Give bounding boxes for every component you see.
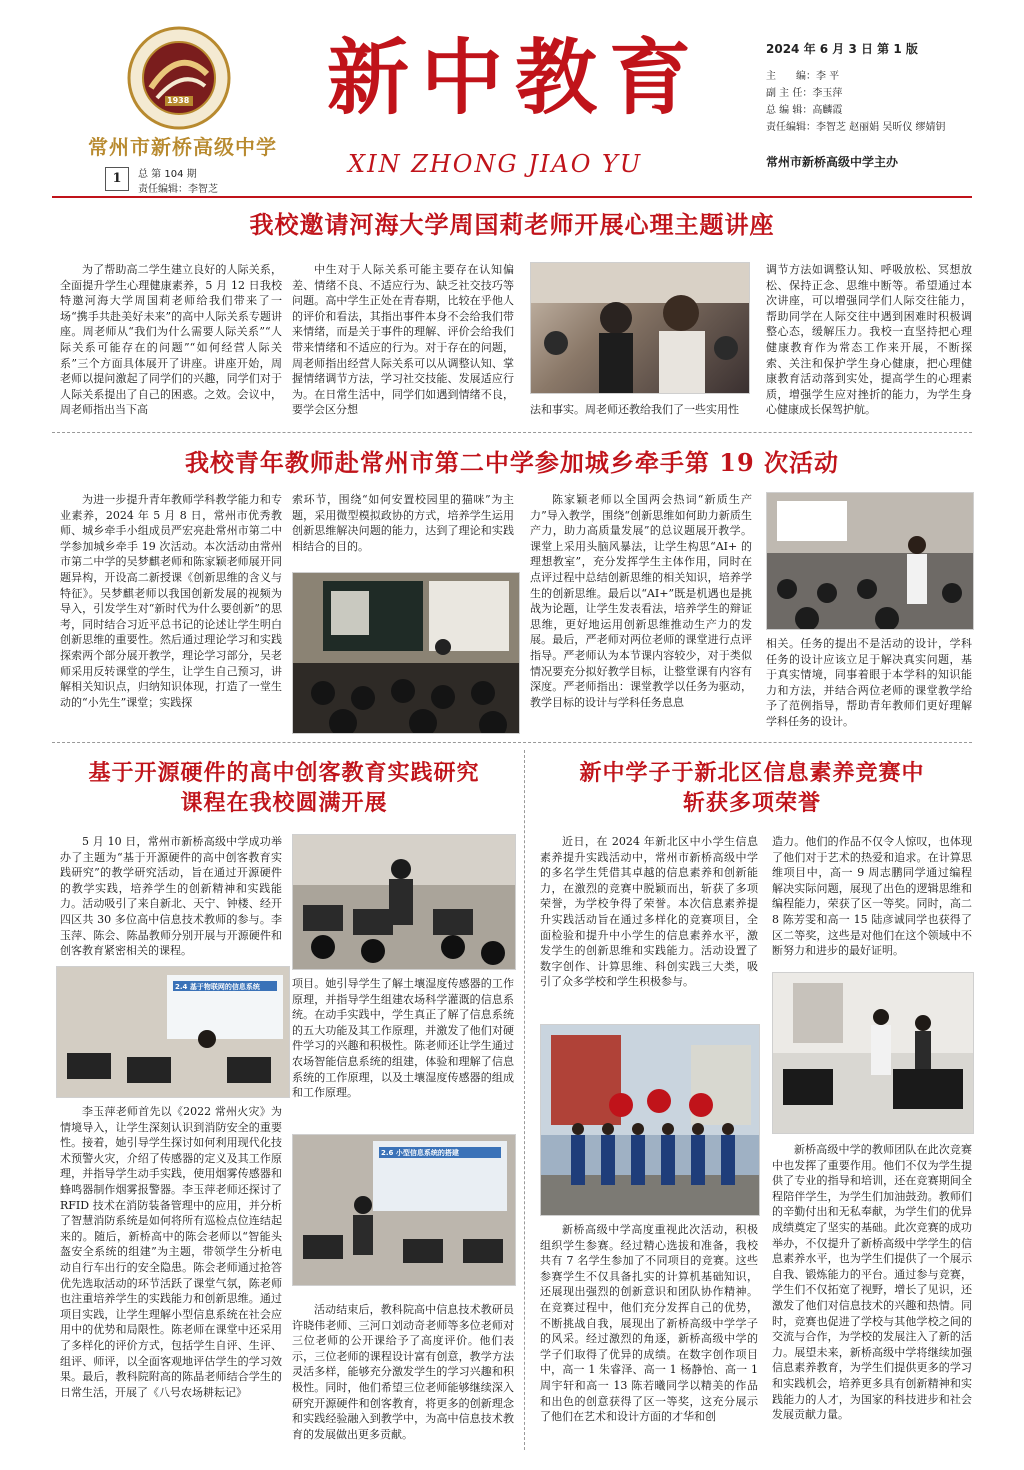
staff-row: 主 编：李 平 <box>766 71 840 82</box>
masthead-rule <box>52 196 972 198</box>
article1-col2: 中生对于人际关系可能主要存在认知偏差、情绪不良、不适应行为、缺乏社交技巧等问题。高中学生正处在青春期，比较在乎他人的评价和看法，其指出事件本身不会给我们带来情绪，而是关于事件的理解、评价会给我们带来情绪和不适应的行为。对于存在的问题，周老师指出经营人际关系可以从调整认知、掌握情绪调节方法，学习社交技能、发展适应行为。在日常生活中，同学们如遇到情绪不良，要学会区分想 <box>292 263 514 417</box>
column-divider <box>524 750 525 1450</box>
article3-col2-mid: 项目。她引导学生了解土壤湿度传感器的工作原理，并指导学生组建农场科学灌溉的信息系统。在动手实践中，学生真正了解了信息系统的五大功能及其工作原理，并激发了他们对硬件学习的兴趣和积极性。陈老师还让学生通过农场智能信息系统的组建，体验和理解了信息系统的工作原理，以及土壤湿度传感器的组成和工作原理。 <box>292 977 514 1100</box>
article3-col1-top: 5 月 10 日，常州市新桥高级中学成功举办了主题为“基于开源硬件的高中创客教育实践研究”的教学研究活动，旨在通过开源硬件的教学实践，培养学生的创新精神和实践能力。活动吸引了来自新北、天宁、钟楼、经开四区共 30 多位高中信息技术教师的参与。李玉萍、陈会、陈晶教师分别开展与开源硬件和创客教育紧密相关的课程。 <box>60 835 282 958</box>
classroom-photo <box>292 572 520 734</box>
newspaper-title: 新中教育 <box>326 30 703 126</box>
teacher-speaking-photo-icon <box>767 493 973 629</box>
article1-col3-tail: 法和事实。周老师还教给我们了一些实用性 <box>530 403 739 416</box>
lab-photo-2 <box>56 966 290 1098</box>
page-number: 1 <box>112 171 122 186</box>
lecture-photo <box>530 262 750 394</box>
school-logo <box>127 26 231 130</box>
lab-photo-1-icon <box>293 835 515 969</box>
teacher-speaking-photo <box>766 492 974 630</box>
article1-col1: 为了帮助高二学生建立良好的人际关系，全面提升学生心理健康素养，5 月 12 日我校特邀河海大学周国莉老师给我们带来了一场“携手共赴美好未来”的高中人际关系专题讲座。周老师从“我们为什么需要人际关系”“人际关系可能存在的问题”“如何经营人际关系”三个方面具体展开了讲座。讲座开始，周老师以提问激起了同学们的兴趣，同学们对于人际关系提出了自己的困惑。之效。会议中，周老师指出当下高 <box>60 263 282 417</box>
computer-lab-photo-icon <box>773 973 973 1133</box>
article3-col1-bottom: 李玉萍老师首先以《2022 常州火灾》为情境导入，让学生深刻认识到消防安全的重要性。接着，她引导学生探讨如何利用现代化技术预警火灾，介绍了传感器的定义及其工作原理，并指导学生动手实践，使用烟雾传感器和蜂鸣器制作烟雾报警器。李玉萍老师还探讨了 RFID 技术在消防装备管理中的应用，并分析了智慧消防系统是如何将所有巡检点位连结起来的。随后，新桥高中的陈会老师以“智能头盔安全系统的组建”为主题，带领学生分析电动自行车出行的安全隐患。陈会老师通过抢答优先选取活动的环节活跃了课堂气氛，陈老师也注重培养学生的实践能力和创新思维。通过项目实践，让学生理解小型信息系统在社会应用中的优势和局限性。陈老师在课堂中还采用了多样化的评价方式，包括学生自评、生评、组评、师评，以全面客观地评估学生的学习效果。最后，教科院附高的陈晶老师结合学生的日常生活，开展了《八号农场耕耘记》 <box>60 1105 282 1399</box>
staff-row: 副 主 任：李玉萍 <box>766 88 843 99</box>
article3-title-line1: 基于开源硬件的高中创客教育实践研究 <box>88 760 480 786</box>
article3-col2-bottom: 活动结束后，教科院高中信息技术教研员许晓伟老师、三河口刘动奇老师等多位老师对三位老师的公开课给予了高度评价。他们表示，三位老师的课程设计富有创意，教学方法灵活多样，能够充分激发学生的学习兴趣和积极性。同时，他们希望三位老师能够继续深入研究开源硬件和创客教育，将更多的创新理念和实践经验融入到教学中，为高中信息技术教育的发展做出更多贡献。 <box>292 1303 514 1441</box>
article4-col2-top: 造力。他们的作品不仅令人惊叹，也体现了他们对于艺术的热爱和追求。在计算思维项目中，高一 9 周志鹏同学通过编程解决实际问题，展现了出色的逻辑思维和编程能力，荣获了区一等奖。同时，高二 8 陈芳雯和高一 15 陆彦诚同学也获得了区二等奖，这些是对他们在这个领域中不断努力和进步的最好证明。 <box>772 835 972 958</box>
article4-col1-bottom: 新桥高级中学高度重视此次活动，积极组织学生参赛。经过精心选拔和准备，我校共有 7 名学生参加了不同项目的竞赛。这些参赛学生不仅具备扎实的计算机基础知识，还展现出强烈的创新意识和团队协作精神。在竞赛过程中，他们充分发挥自己的优势，不断挑战自我，展现出了新桥高级中学学子的风采。经过激烈的角逐，新桥高级中学的学子们取得了优异的成绩。在数字创作项目中，高一 1 朱睿泽、高一 1 杨静怡、高一 1 周宇轩和高一 13 陈若曦同学以精美的作品和出色的创意获得了区一等奖，这充分展示了他们在艺术和设计方面的才华和创 <box>540 1223 758 1424</box>
newspaper-title-pinyin: XIN ZHONG JIAO YU <box>348 150 643 178</box>
school-emblem-icon <box>127 26 231 130</box>
article2-col1: 为进一步提升青年教师学科教学能力和专业素养，2024 年 5 月 8 日，常州市优秀教师、城乡牵手小组成员严宏亮赴常州市第二中学参加城乡牵手 19 次活动。本次活动由常州市第二中学的吴梦麒老师和陈家颖老师展开同题异构，开设高二新授课《创新思维的含义与特征》。吴梦麒老师以我国创新发展的视频为导入，引发学生对“新时代为什么要创新”的思考，同时结合习近平总书记的论述让学生明白创新思维的重要性。然后通过理论学习和实践探索两个部分展开教学，理论学习部分，吴老师采用反转课堂的学生，让学生自己预习，讲解相关知识点，归纳知识体现，打造了一堂生动的“小先生”课堂；实践探 <box>60 493 282 709</box>
section-divider <box>52 432 972 433</box>
lab-photo-1 <box>292 834 516 970</box>
article4-title-line2: 斩获多项荣誉 <box>682 790 821 816</box>
staff-row: 责任编辑：李智芝 赵丽娟 吴昕仪 缪婧钥 <box>766 122 946 133</box>
staff-list <box>766 68 946 136</box>
school-name: 常州市新桥高级中学 <box>88 135 277 159</box>
article2-col2: 索环节，围绕“如何安置校园里的猫咪”为主题，采用微型模拟政协的方式，培养学生运用创新思维解决问题的能力，达到了理论和实践相结合的目的。 <box>292 493 514 553</box>
article2-col3: 陈家颖老师以全国两会热词“新质生产力”导入教学，围绕“创新思维如何助力新质生产力，助力高质量发展”的总议题展开教学。课堂上采用头脑风暴法，让学生构思“AI+ 的理想教室”，充分发挥学生主体作用，同时在点评过程中总结创新思维的相关知识，培养学生的创新思维。最后以“AI+”既是机遇也是挑战为论题，让学生发表看法，培养学生的辩证思维，更好地运用创新思维推动生产力的发展。最后，严老师对两位老师的课堂进行点评指导。严老师认为本节课内容较少，对于类似情况要充分拟好教学目标，让整堂课有内容有深度。严老师指出：课堂教学以任务为驱动，教学目标的设计与学科任务息息 <box>530 493 752 709</box>
staff-row: 总 编 辑：高麟霞 <box>766 105 843 116</box>
publisher: 常州市新桥高级中学主办 <box>766 155 899 169</box>
issue-editor: 责任编辑：李智芝 <box>138 184 218 195</box>
date-edition: 2024 年 6 月 3 日 第 1 版 <box>766 42 918 56</box>
page-number-badge <box>105 167 129 191</box>
award-students-photo <box>540 1024 760 1216</box>
classroom-photo-icon <box>293 573 519 733</box>
lecture-photo-icon <box>531 263 749 393</box>
lab-photo-3 <box>292 1134 516 1286</box>
article2-title: 我校青年教师赴常州市第二中学参加城乡牵手第 19 次活动 <box>184 448 840 477</box>
article4-col1-top: 近日，在 2024 年新北区中小学生信息素养提升实践活动中，常州市新桥高级中学的多名学生凭借其卓越的信息素养和创新能力，在激烈的竞赛中脱颖而出，斩获了多项荣誉，为学校争得了荣誉。本次信息素养提升实践活动旨在通过多样化的竞赛项目，全面检验和提升中小学生的信息素养水平，激发学生的创新思维和实践能力。活动设置了数字创作、计算思维、科创实践三大类，吸引了众多学校和学生积极参与。 <box>540 835 758 989</box>
article1-col4: 调节方法如调整认知、呼吸放松、冥想放松、保持正念、思维中断等。希望通过本次讲座，可以增强同学们人际交往能力，帮助同学在人际交往中遇到困难时积极调整心态，缓解压力。我校一直坚持把心理健康教育作为常态工作来开展，不断探索、关注和保护学生身心健康，把心理健康教育活动落到实处，提高学生的心理素质，增强学生应对挫折的能力，为学生身心健康成长保驾护航。 <box>766 263 972 417</box>
computer-lab-photo <box>772 972 974 1134</box>
article2-col4-tail: 相关。任务的提出不是活动的设计，学科任务的设计应该立足于解决真实问题，基于真实情境，同事着眼于本学科的知识能力和方法，并结合两位老师的课堂教学给予了范例指导，帮助青年教师们更好理解学科任务的设计。 <box>766 637 972 728</box>
article4-title-line1: 新中学子于新北区信息素养竞赛中 <box>579 760 925 786</box>
article3-title-line2: 课程在我校圆满开展 <box>180 790 388 816</box>
slide-caption-2: 2.6 小型信息系统的搭建 <box>381 1149 459 1157</box>
article1-title: 我校邀请河海大学周国莉老师开展心理主题讲座 <box>249 210 775 239</box>
award-students-photo-icon <box>541 1025 759 1215</box>
issue-number: 总 第 104 期 <box>138 169 197 180</box>
slide-caption: 2.4 基于物联网的信息系统 <box>175 983 260 991</box>
logo-year: 1938 <box>167 96 190 105</box>
section-divider <box>52 742 972 743</box>
article4-col2-bottom: 新桥高级中学的教师团队在此次竞赛中也发挥了重要作用。他们不仅为学生提供了专业的指导和培训，还在竞赛期间全程陪伴学生，为学生们加油鼓劲。教师们的辛勤付出和无私奉献，为学生们的优异成绩奠定了坚实的基础。此次竞赛的成功举办，不仅提升了新桥高级中学学生的信息素养水平，也为学生们提供了一个展示自我、锻炼能力的平台。通过参与竞赛，学生们不仅拓宽了视野，增长了见识，还激发了他们对信息技术的兴趣和热情。同时，竞赛也促进了学校与其他学校之间的交流与合作，为学校的发展注入了新的活力。展望未来，新桥高级中学将继续加强信息素养教育，为学生们提供更多的学习和实践机会，培养更多具有创新精神和实践能力的人才，为国家的科技进步和社会发展贡献力量。 <box>772 1143 972 1422</box>
